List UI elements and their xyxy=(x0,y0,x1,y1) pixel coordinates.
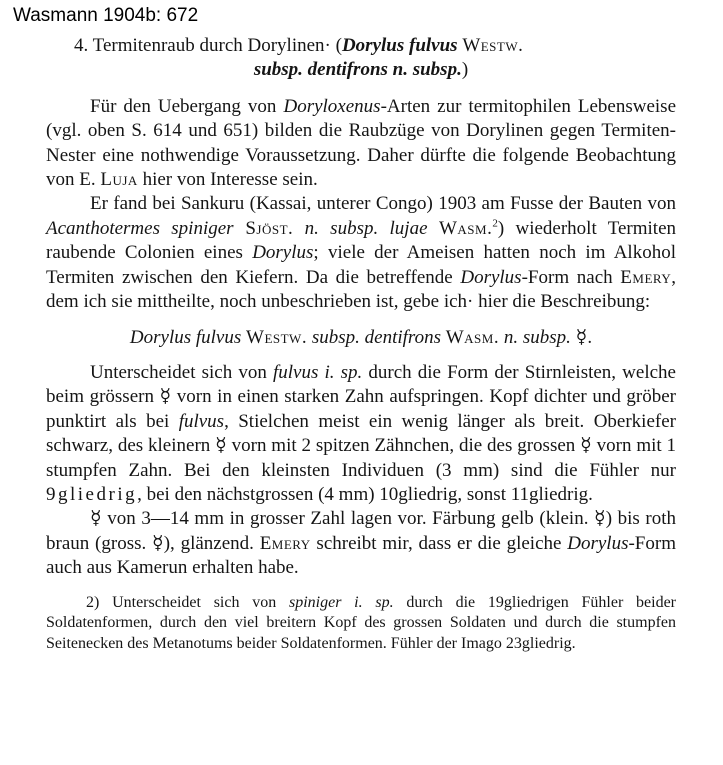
text: schreibt mir, dass er die gleiche xyxy=(310,532,568,554)
text: , Stielchen meist ein wenig länger als breit. Oberkiefer schwarz, des kleinern ☿ vorn mit 2 spitzen Zähnchen, die des grossen ☿ vorn mit 1 stumpfen Zahn. Bei den kleinsten Individuen (3 mm) sind die Fühler nur xyxy=(46,410,676,481)
footnote xyxy=(46,593,676,655)
text: hier von Interesse sein. xyxy=(137,169,318,191)
heading-number: 4. xyxy=(74,35,89,56)
person-name: Emery xyxy=(259,532,311,554)
paragraph-2 xyxy=(46,192,676,314)
subspecies-name: n. subsp. lujae xyxy=(293,217,428,239)
text: ; viele der Ameisen hatten noch im Alkohol Termiten zwischen den Kiefern. Da die betreffende xyxy=(46,242,676,288)
species-name: Dorylus fulvus xyxy=(129,327,242,349)
paragraph-1 xyxy=(46,95,676,193)
genus-name: Doryloxenus xyxy=(283,95,381,117)
taxon-line xyxy=(46,326,676,350)
heading-subspecies: subsp. dentifrons n. subsp. xyxy=(253,59,462,81)
heading-title: Termitenraub durch Dorylinen· xyxy=(92,35,331,56)
heading-species: Dorylus fulvus xyxy=(341,35,458,56)
section-heading xyxy=(46,34,676,83)
text: Für den Uebergang von xyxy=(90,95,284,117)
footnote-text: durch die 19gliedrigen Fühler beider Soldatenformen, durch den viel breitern Kopf des grossen Soldaten und durch die stumpfen Seitenecken des Metanotums beider Soldatenformen. Fühler der Imago 23gliedrig. xyxy=(46,593,677,652)
author-name: Wasm. xyxy=(445,327,500,349)
text: , bei den nächstgrossen (4 mm) 10gliedrig, sonst 11gliedrig. xyxy=(137,483,593,505)
author-name: Sjöst. xyxy=(233,217,294,239)
species-name: fulvus xyxy=(272,361,319,383)
paragraph-3 xyxy=(46,361,676,507)
genus-name: Dorylus xyxy=(567,532,629,554)
text: -Arten zur termitophilen Lebensweise (vgl. oben S. 614 und 651) bilden die Raubzüge von Dorylinen gegen Termiten-Nester eine nothwendige Voraussetzung. Daher dürfte die folgende Beobachtung von E. xyxy=(46,95,676,191)
species-qualifier: i. sp. xyxy=(318,361,363,383)
text: Unterscheidet sich von xyxy=(90,361,273,383)
text: ☿ von 3—14 mm in grosser Zahl lagen vor. Färbung gelb (klein. ☿) bis roth braun (gross. ☿), glänzend. xyxy=(46,508,676,554)
text: ) wiederholt Termiten raubende Colonien eines xyxy=(46,217,676,264)
heading-line-1 xyxy=(46,34,676,58)
text: durch die Form der Stirnleisten, welche beim grössern ☿ vorn in einen starken Zahn aufspringen. Kopf dichter und gröber punktirt als bei xyxy=(46,361,676,432)
person-name: Luja xyxy=(100,169,138,191)
heading-line-2 xyxy=(46,58,676,82)
species-name: Acanthotermes spiniger xyxy=(46,217,234,239)
spaced-emphasis: 9gliedrig xyxy=(46,483,138,505)
text: -Form nach xyxy=(521,266,621,288)
genus-name: Dorylus xyxy=(252,242,314,264)
heading-paren: ( xyxy=(335,35,342,56)
text: -Form auch aus Kamerun erhalten habe. xyxy=(46,532,676,579)
person-name: Emery xyxy=(620,266,672,288)
text: Er fand bei Sankuru (Kassai, unterer Congo) 1903 am Fusse der Bauten von xyxy=(90,193,676,215)
heading-author: Westw. xyxy=(462,35,524,56)
species-name: spiniger i. sp. xyxy=(288,593,394,611)
page-body xyxy=(46,34,676,654)
genus-name: Dorylus xyxy=(460,266,522,288)
footnote-text: 2) Unterscheidet sich von xyxy=(86,593,289,611)
footnote-ref: 2 xyxy=(492,217,498,230)
paragraph-4 xyxy=(46,507,676,580)
subspecies-name: subsp. dentifrons xyxy=(311,327,441,349)
heading-paren-close: ) xyxy=(461,59,469,81)
citation-label: Wasmann 1904b: 672 xyxy=(13,5,199,26)
author-name: Westw. xyxy=(246,327,308,349)
species-name: fulvus xyxy=(178,410,225,432)
worker-symbol: ☿. xyxy=(575,327,593,349)
author-name: Wasm. xyxy=(427,217,493,239)
new-subspecies-label: n. subsp. xyxy=(503,327,571,349)
text: , dem ich sie mittheilte, noch unbeschrieben ist, gebe ich· hier die Beschreibung: xyxy=(46,266,676,313)
